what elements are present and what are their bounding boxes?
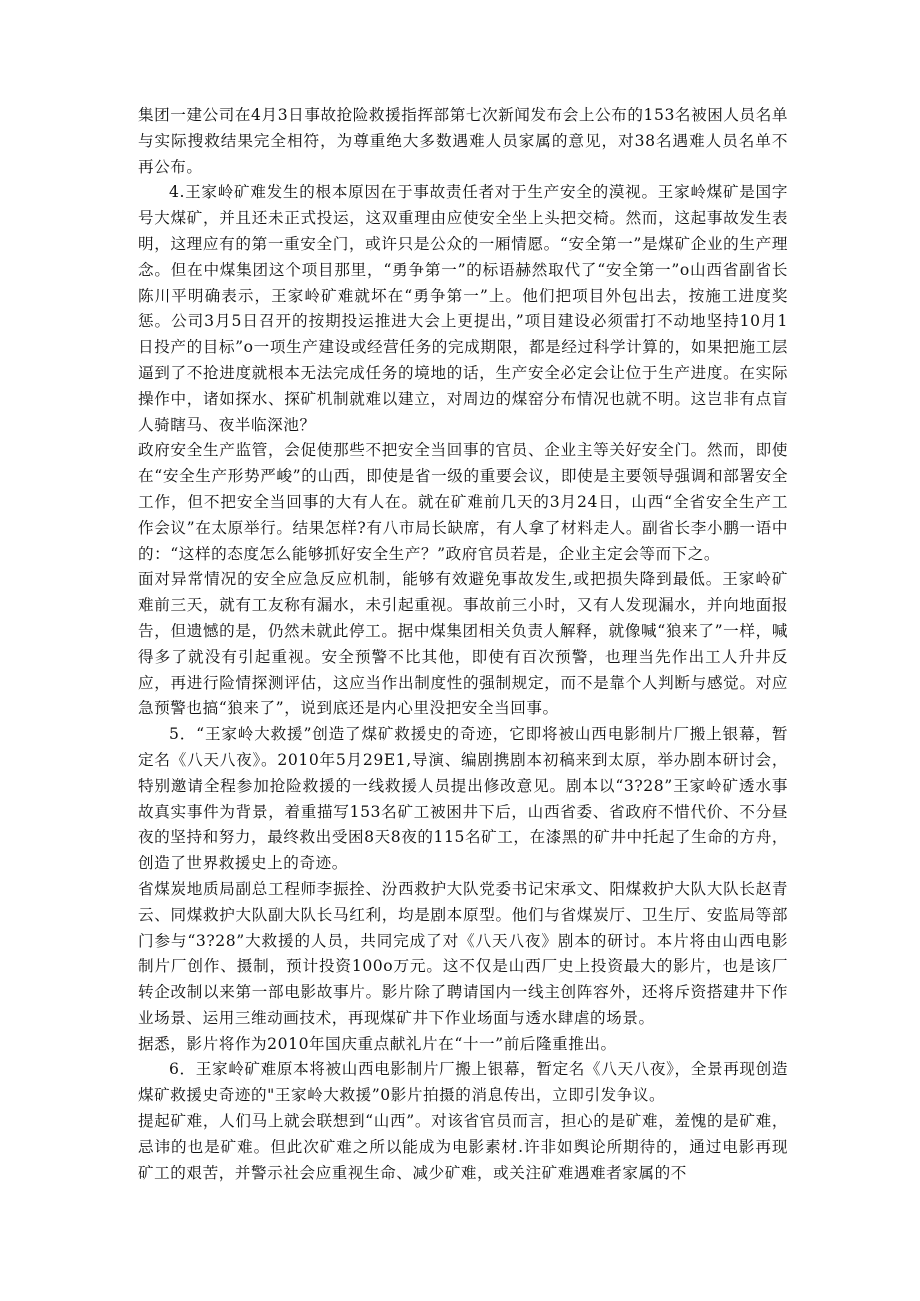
- paragraph-9: 提起矿难，人们马上就会联想到“山西”。对该省官员而言，担心的是矿难，羞愧的是矿难，忌讳的也是矿难。但此次矿难之所以能成为电影素材.许非如舆论所期待的，通过电影再现矿工的艰苦，并警示社会应重视生命、减少矿难，或关注矿难遇难者家属的不: [138, 1112, 788, 1182]
- paragraph-6: 省煤炭地质局副总工程师李振拴、汾西救护大队党委书记宋承文、阳煤救护大队大队长赵青云、同煤救护大队副大队长马红利，均是剧本原型。他们与省煤炭厅、卫生厅、安监局等部门参与“3?28”大救援的人员，共同完成了对《八天八夜》剧本的研讨。本片将由山西电影制片厂创作、摄制，预计投资100o万元。这不仅是山西厂史上投资最大的影片，也是该厂转企改制以来第一部电影故事片。影片除了聘请国内一线主创阵容外，还将斥资搭建井下作业场景、运用三维动画技术，再现煤矿井下作业场面与透水肆虐的场景。: [138, 879, 788, 1027]
- paragraph-4: 面对异常情况的安全应急反应机制，能够有效避免事故发生,或把损失降到最低。王家岭矿难前三天，就有工友称有漏水，未引起重视。事故前三小时，又有人发现漏水，并向地面报告，但遗憾的是，仍然未就此停工。据中煤集团相关负责人解释，就像喊“狼来了”一样，喊得多了就没有引起重视。安全预警不比其他，即使有百次预警，也理当先作出工人升井反应，再进行险情探测评估，这应当作出制度性的强制规定，而不是靠个人判断与感觉。对应急预警也搞“狼来了”，说到底还是内心里没把安全当回事。: [138, 570, 788, 718]
- paragraph-5: 5．“王家岭大救援”创造了煤矿救援史的奇迹，它即将被山西电影制片厂搬上银幕，暂定名《八天八夜》。2010年5月29E1,导演、编剧携剧本初稿来到太原，举办剧本研讨会，特别邀请全程参加抢险救援的一线救援人员提出修改意见。剧本以“3?28”王家岭矿透水事故真实事件为背景，着重描写153名矿工被困井下后，山西省委、省政府不惜代价、不分昼夜的坚持和努力，最终救出受困8天8夜的115名矿工，在漆黑的矿井中托起了生命的方舟，创造了世界救援史上的奇迹。: [138, 725, 788, 873]
- paragraph-7: 据悉，影片将作为2010年国庆重点献礼片在“十一”前后隆重推出。: [138, 1034, 617, 1053]
- article-body: [138, 103, 788, 1186]
- paragraph-2: 4.王家岭矿难发生的根本原因在于事故责任者对于生产安全的漠视。王家岭煤矿是国字号大煤矿，并且还未正式投运，这双重理由应使安全坐上头把交椅。然而，这起事故发生表明，这理应有的第一重安全门，或许只是公众的一厢情愿。“安全第一”是煤矿企业的生产理念。但在中煤集团这个项目那里，“勇争第一”的标语赫然取代了“安全第一”o山西省副省长陈川平明确表示，王家岭矿难就坏在“勇争第一”上。他们把项目外包出去，按施工进度奖惩。公司3月5日召开的按期投运推进大会上更提出，”项目建设必须雷打不动地坚持10月1日投产的目标”o一项生产建设或经营任务的完成期限，都是经过科学计算的，如果把施工层逼到了不抢进度就根本无法完成任务的境地的话，生产安全必定会让位于生产进度。在实际操作中，诸如探水、探矿机制就难以建立，对周边的煤窑分布情况也就不明。这岂非有点盲人骑瞎马、夜半临深池？: [138, 183, 788, 434]
- paragraph-1: 集团一建公司在4月3日事故抢险救援指挥部第七次新闻发布会上公布的153名被困人员名单与实际搜救结果完全相符，为尊重绝大多数遇难人员家属的意见，对38名遇难人员名单不再公布。: [138, 106, 788, 176]
- paragraph-8: 6．王家岭矿难原本将被山西电影制片厂搬上银幕，暂定名《八天八夜》，全景再现创造煤矿救援史奇迹的"王家岭大救援”0影片拍摄的消息传出，立即引发争议。: [138, 1060, 788, 1105]
- paragraph-3: 政府安全生产监管，会促使那些不把安全当回事的官员、企业主等关好安全门。然而，即使在“安全生产形势严峻”的山西，即使是省一级的重要会议，即使是主要领导强调和部署安全工作，但不把安全当回事的大有人在。就在矿难前几天的3月24日，山西“全省安全生产工作会议”在太原举行。结果怎样?有八市局长缺席，有人拿了材料走人。副省长李小鹏一语中的：“这样的态度怎么能够抓好安全生产？”政府官员若是，企业主定会等而下之。: [138, 441, 788, 563]
